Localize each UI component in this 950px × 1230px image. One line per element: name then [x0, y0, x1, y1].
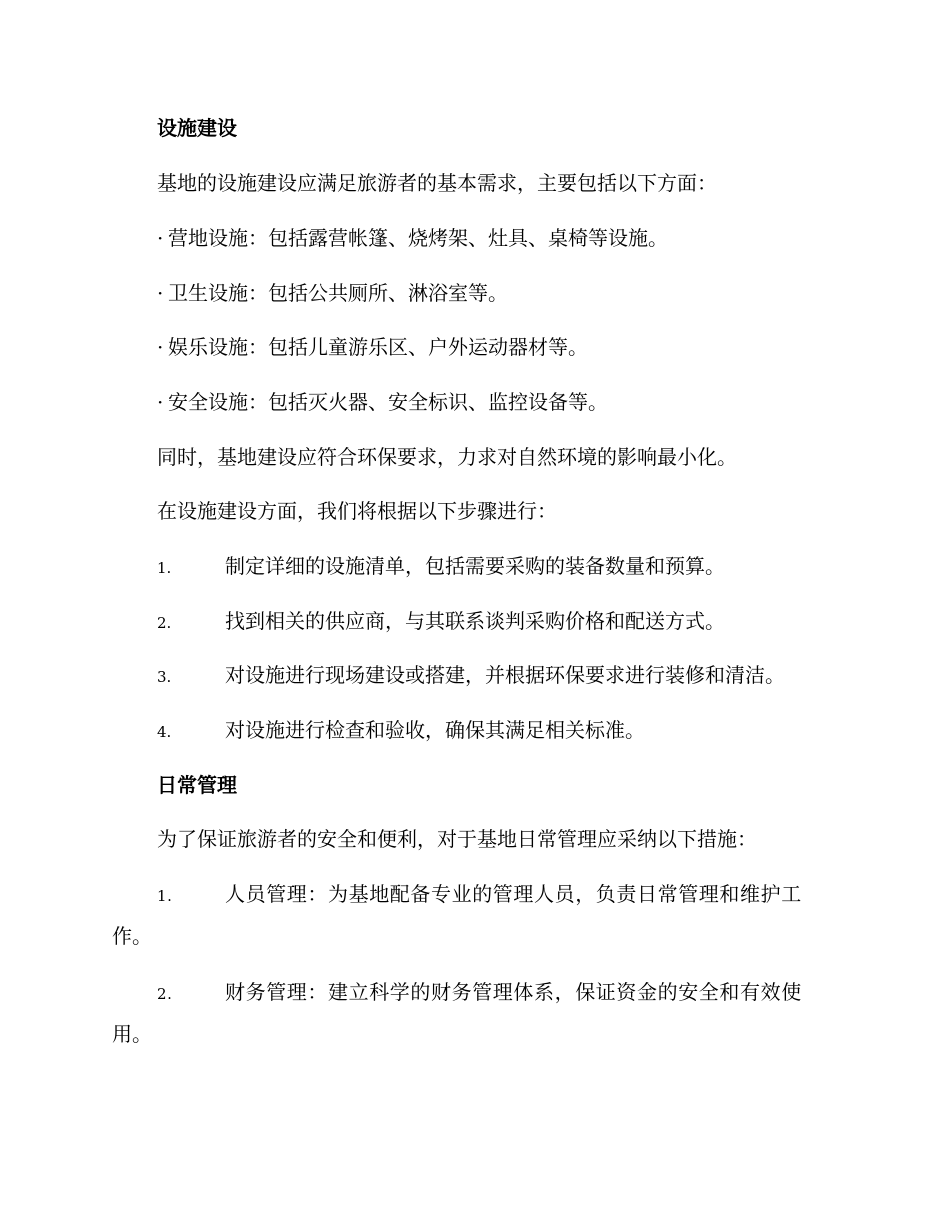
- numbered-measure: [112, 972, 834, 1054]
- section-heading-facilities: 设施建设: [157, 116, 237, 140]
- measure-first-line: [112, 874, 834, 916]
- bullet-text: 卫生设施：包括公共厕所、淋浴室等。: [168, 281, 508, 305]
- daily-management-intro: 为了保证旅游者的安全和便利，对于基地日常管理应采纳以下措施：: [157, 827, 757, 851]
- measure-text: 人员管理：为基地配备专业的管理人员，负责日常管理和维护工: [225, 882, 802, 906]
- measure-continuation: 用。: [112, 1022, 152, 1046]
- bullet-dot: ·: [157, 335, 164, 359]
- step-text: 找到相关的供应商，与其联系谈判采购价格和配送方式。: [225, 609, 725, 633]
- step-text: 对设施进行检查和验收，确保其满足相关标准。: [225, 718, 645, 742]
- step-text: 制定详细的设施清单，包括需要采购的装备数量和预算。: [225, 554, 725, 578]
- bullet-item: [157, 389, 608, 415]
- step-number: 4.: [157, 723, 172, 741]
- numbered-step: [157, 717, 645, 745]
- step-number: 1.: [157, 559, 172, 577]
- measure-text: 财务管理：建立科学的财务管理体系，保证资金的安全和有效使: [225, 980, 802, 1004]
- measure-continuation: 作。: [112, 924, 152, 948]
- bullet-dot: ·: [157, 226, 164, 250]
- bullet-text: 营地设施：包括露营帐篷、烧烤架、灶具、桌椅等设施。: [168, 226, 668, 250]
- bullet-dot: ·: [157, 390, 164, 414]
- bullet-item: [157, 334, 588, 360]
- numbered-step: [157, 608, 725, 636]
- step-number: 2.: [157, 614, 172, 632]
- section-heading-daily-management: 日常管理: [157, 773, 237, 797]
- bullet-text: 安全设施：包括灭火器、安全标识、监控设备等。: [168, 390, 608, 414]
- bullet-item: [157, 225, 668, 251]
- environment-note: 同时，基地建设应符合环保要求，力求对自然环境的影响最小化。: [157, 445, 737, 469]
- measure-number: 1.: [157, 887, 173, 905]
- bullet-dot: ·: [157, 281, 164, 305]
- step-text: 对设施进行现场建设或搭建，并根据环保要求进行装修和清洁。: [225, 663, 785, 687]
- bullet-item: [157, 280, 508, 306]
- measure-number: 2.: [157, 985, 173, 1003]
- bullet-text: 娱乐设施：包括儿童游乐区、户外运动器材等。: [168, 335, 588, 359]
- step-number: 3.: [157, 668, 172, 686]
- facilities-intro: 基地的设施建设应满足旅游者的基本需求，主要包括以下方面：: [157, 171, 717, 195]
- numbered-step: [157, 662, 785, 690]
- steps-intro: 在设施建设方面，我们将根据以下步骤进行：: [157, 499, 557, 523]
- numbered-step: [157, 553, 725, 581]
- measure-first-line: [112, 972, 834, 1014]
- numbered-measure: [112, 874, 834, 956]
